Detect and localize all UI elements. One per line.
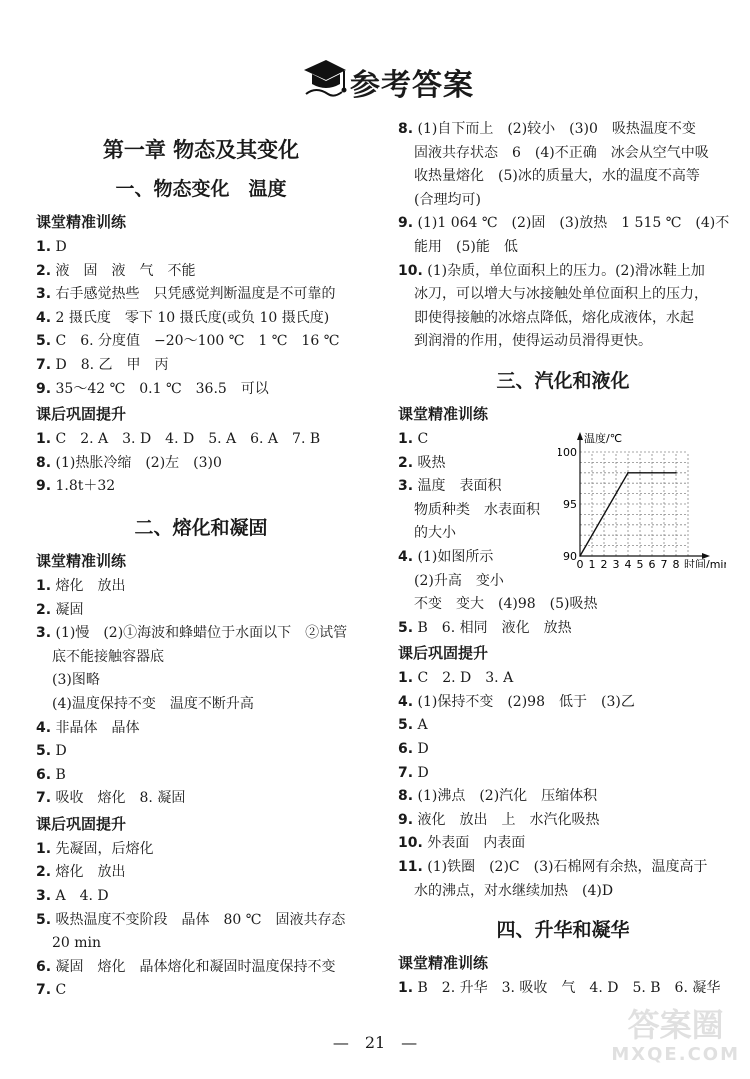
answer-line: 1. D <box>36 239 67 255</box>
answer-line: 10. 外表面 内表面 <box>398 835 526 852</box>
answer-line: 4. 非晶体 晶体 <box>36 719 140 736</box>
subsection-title: 课堂精准训练 <box>36 213 127 231</box>
answer-line: 9. (1)1 064 ℃ (2)固 (3)放热 1 515 ℃ (4)不 <box>398 215 730 232</box>
answer-line: 水的沸点，对水继续加热 (4)D <box>414 882 614 899</box>
answer-line: 10. (1)杂质，单位面积上的压力。(2)滑冰鞋上加 <box>398 262 705 279</box>
y-tick-label: 90 <box>563 549 577 563</box>
x-tick-label: 6 <box>648 557 656 568</box>
answer-line: 9. 1.8t＋32 <box>36 478 116 495</box>
answer-line: 2. 液 固 液 气 不能 <box>36 262 196 279</box>
chapter-title: 第一章 物态及其变化 <box>102 138 300 162</box>
answer-line: 8. (1)热胀冷缩 (2)左 (3)0 <box>36 454 222 471</box>
y-tick-label: 100 <box>558 445 577 459</box>
data-point <box>651 472 653 474</box>
answer-line: 能用 (5)能 低 <box>414 238 518 255</box>
answer-line: 冰刀，可以增大与冰接触处单位面积上的压力， <box>414 286 708 303</box>
answer-line: 3. 右手感觉热些 只凭感觉判断温度是不可靠的 <box>36 286 336 303</box>
chart-answer-block <box>398 428 728 640</box>
y-tick-label: 95 <box>563 497 577 511</box>
data-point <box>627 472 629 474</box>
data-point <box>639 472 641 474</box>
x-tick-label: 2 <box>600 557 608 568</box>
right-column <box>398 118 728 1001</box>
answer-line: 6. 凝固 熔化 晶体熔化和凝固时温度保持不变 <box>36 958 336 975</box>
answer-line: (4)温度保持不变 温度不断升高 <box>52 695 254 712</box>
answer-line: (3)图略 <box>52 672 100 689</box>
answer-line: 9. 液化 放出 上 水汽化吸热 <box>398 811 600 828</box>
answer-line: 20 min <box>52 935 102 952</box>
x-tick-label: 7 <box>660 557 668 568</box>
answer-line: 4. (1)保持不变 (2)98 低于 (3)乙 <box>398 693 635 710</box>
subsection-title: 课堂精准训练 <box>398 954 489 973</box>
answer-line: 底不能接触容器底 <box>52 648 164 665</box>
answer-line: 7. C <box>36 982 67 999</box>
y-axis-label: 温度/℃ <box>584 431 623 445</box>
subsection-title: 课后巩固提升 <box>36 814 127 833</box>
subsection-title: 课后巩固提升 <box>36 405 127 424</box>
section-title: 一、物态变化 温度 <box>115 178 287 200</box>
section-title: 二、熔化和凝固 <box>134 516 268 539</box>
graduation-cap-icon <box>302 56 348 100</box>
page-number: — 21 — <box>332 1033 418 1052</box>
answer-line: 5. A <box>398 717 428 734</box>
answer-line: 5. C 6. 分度值 −20～100 ℃ 1 ℃ 16 ℃ <box>36 333 340 350</box>
subsection-title: 课堂精准训练 <box>398 404 489 423</box>
answer-line: 4. (1)如图所示 <box>398 548 494 565</box>
page-header <box>0 52 750 112</box>
x-tick-label: 4 <box>624 557 632 568</box>
x-tick-label: 1 <box>588 557 596 568</box>
data-point <box>579 555 581 557</box>
answer-line: 1. C <box>398 430 429 447</box>
answer-line: 3. A 4. D <box>36 888 109 905</box>
answer-line: 8. (1)自下而上 (2)较小 (3)0 吸热温度不变 <box>398 121 696 137</box>
x-tick-label: 0 <box>576 557 584 568</box>
temperature-time-chart <box>558 428 726 572</box>
answer-line: 5. D <box>36 743 67 760</box>
answer-line: 5. 吸热温度不变阶段 晶体 80 ℃ 固液共存态 <box>36 911 346 928</box>
answer-line: 不变 变大 (4)98 (5)吸热 <box>414 596 598 613</box>
y-axis-arrow <box>577 432 583 440</box>
answer-line: 8. (1)沸点 (2)汽化 压缩体积 <box>398 788 598 805</box>
answer-line: 1. C 2. D 3. A <box>398 670 514 687</box>
page-title: 参考答案 <box>350 68 474 103</box>
answer-line: 7. 吸收 熔化 8. 凝固 <box>36 790 186 807</box>
answer-line: 固液共存状态 6 (4)不正确 冰会从空气中吸 <box>414 144 709 161</box>
x-tick-label: 8 <box>672 557 680 568</box>
subsection-title: 课堂精准训练 <box>36 551 127 570</box>
left-column <box>36 118 366 1003</box>
x-tick-label: 5 <box>636 557 644 568</box>
answer-line: 到润滑的作用，使得运动员滑得更快。 <box>414 333 652 350</box>
answer-line: 1. 先凝固，后熔化 <box>36 840 154 857</box>
answer-line: 即使得接触的冰熔点降低，熔化成液体，水起 <box>414 309 694 326</box>
answer-line: 11. (1)铁圈 (2)C (3)石棉网有余热，温度高于 <box>398 859 708 876</box>
answer-line: 的大小 <box>414 525 456 542</box>
answer-line: 3. 温度 表面积 <box>398 478 502 495</box>
data-point <box>675 472 677 474</box>
answer-line: 6. B <box>36 766 66 783</box>
answer-line: 2. 吸热 <box>398 454 446 471</box>
answer-line: 2. 熔化 放出 <box>36 864 126 881</box>
answer-line: 7. D <box>398 764 429 781</box>
answer-line: 1. B 2. 升华 3. 吸收 气 4. D 5. B 6. 凝华 <box>398 980 721 997</box>
subsection-title: 课后巩固提升 <box>398 644 489 663</box>
data-point <box>663 472 665 474</box>
section-title: 四、升华和凝华 <box>496 919 630 942</box>
answer-line: 6. D <box>398 741 429 758</box>
answer-line: 2. 凝固 <box>36 601 84 618</box>
answer-line: 1. 熔化 放出 <box>36 577 126 594</box>
x-tick-label: 3 <box>612 557 620 568</box>
answer-line: 3. (1)慢 (2)①海波和蜂蜡位于水面以下 ②试管 <box>36 625 348 642</box>
answer-line: 物质种类 水表面积 <box>414 501 540 518</box>
answer-line: (2)升高 变小 <box>414 572 504 589</box>
answer-line: (合理均可) <box>414 191 481 208</box>
section-title: 三、汽化和液化 <box>496 369 630 392</box>
answer-line: 4. 2 摄氏度 零下 10 摄氏度(或负 10 摄氏度) <box>36 309 330 326</box>
answer-line: 9. 35～42 ℃ 0.1 ℃ 36.5 可以 <box>36 380 269 397</box>
answer-line: 收热量熔化 (5)冰的质量大，水的温度不高等 <box>414 168 700 185</box>
watermark-logo: 答案圈 MXQE.COM <box>611 1006 740 1065</box>
answer-line: 7. D 8. 乙 甲 丙 <box>36 356 169 373</box>
answer-line: 1. C 2. A 3. D 4. D 5. A 6. A 7. B <box>36 431 321 448</box>
x-axis-label: 时间/min <box>684 557 726 568</box>
answer-line: 5. B 6. 相同 液化 放热 <box>398 619 572 636</box>
